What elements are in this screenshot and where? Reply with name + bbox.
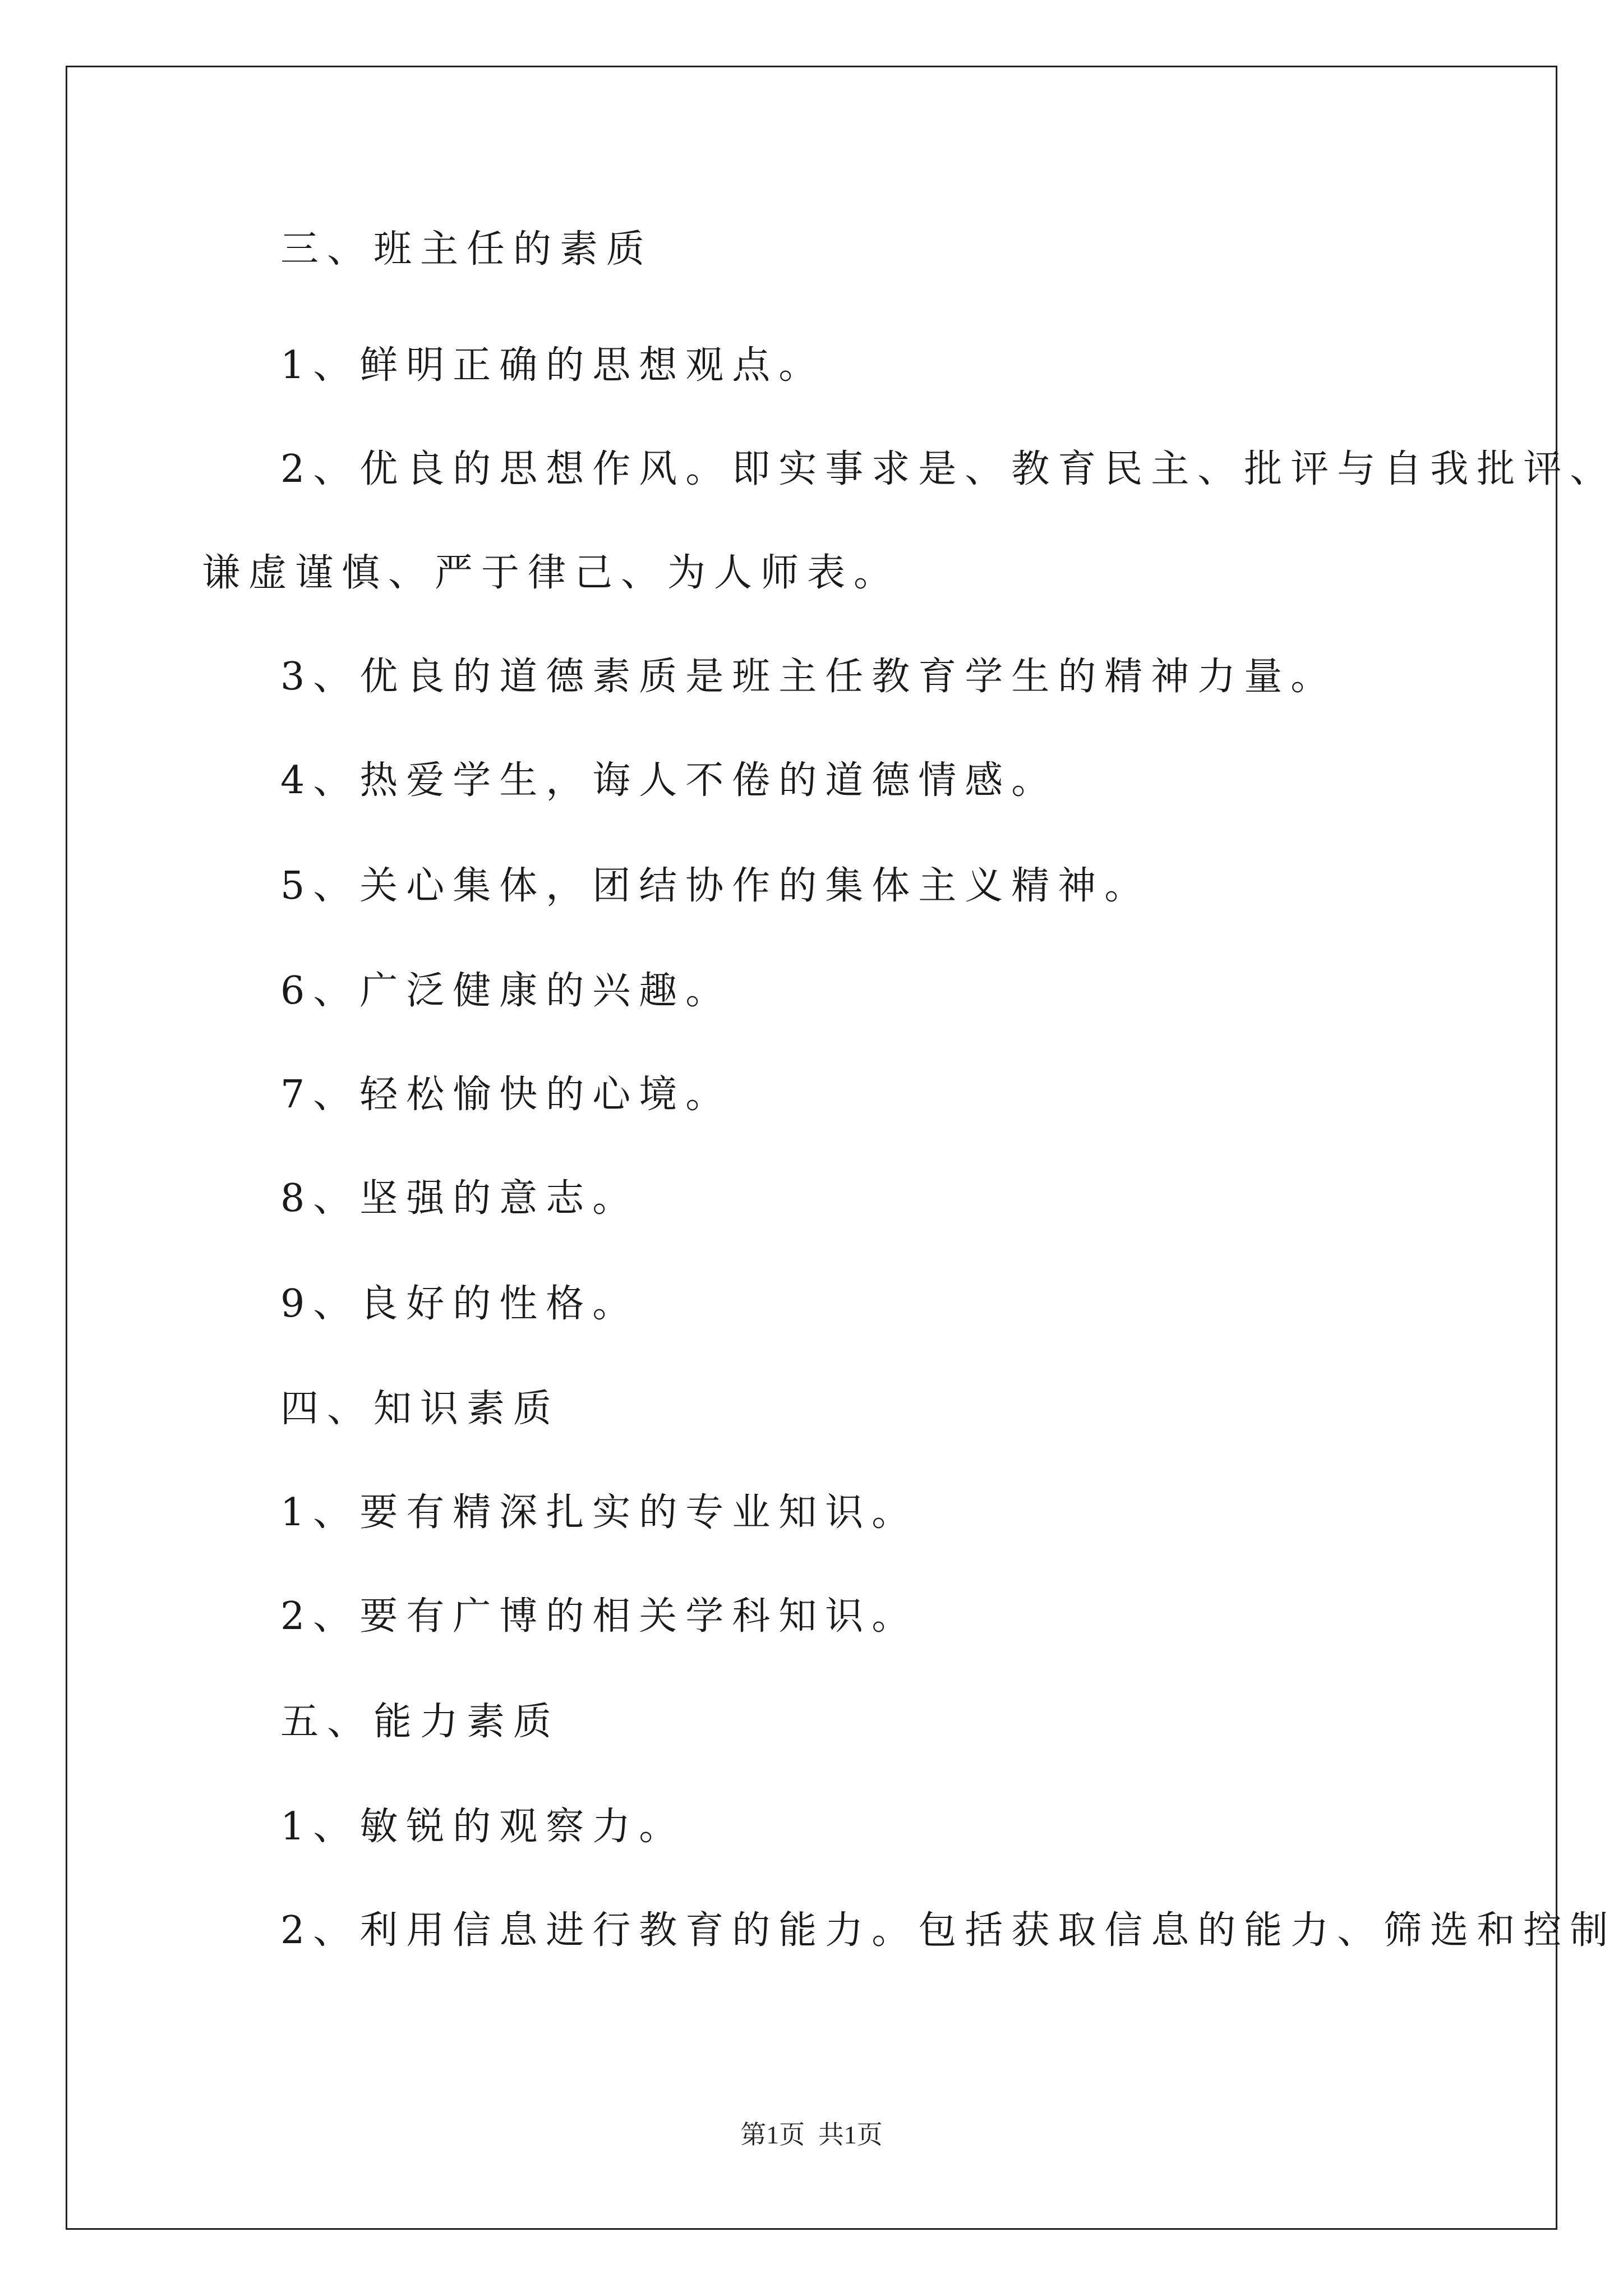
- section-heading-5: 五、能力素质: [280, 1700, 560, 1744]
- list-item: 2、优良的思想作风。即实事求是、教育民主、批评与自我批评、: [280, 447, 1617, 491]
- list-item: 5、关心集体，团结协作的集体主义精神。: [280, 864, 1151, 908]
- list-item: 7、轻松愉快的心境。: [280, 1073, 732, 1117]
- list-item: 8、坚强的意志。: [280, 1176, 639, 1221]
- list-item: 1、鲜明正确的思想观点。: [280, 343, 826, 388]
- section-heading-4: 四、知识素质: [280, 1387, 560, 1431]
- list-item: 1、要有精深扎实的专业知识。: [280, 1490, 919, 1535]
- list-item: 3、优良的道德素质是班主任教育学生的精神力量。: [280, 655, 1338, 699]
- page-total: 共1页: [818, 2120, 883, 2149]
- list-item: 6、广泛健康的兴趣。: [280, 969, 732, 1013]
- list-item: 9、良好的性格。: [280, 1282, 639, 1326]
- list-item-continuation: 谦虚谨慎、严于律己、为人师表。: [202, 551, 901, 595]
- section-heading-3: 三、班主任的素质: [280, 227, 653, 272]
- list-item: 1、敏锐的观察力。: [280, 1805, 686, 1849]
- list-item: 2、要有广博的相关学科知识。: [280, 1594, 919, 1639]
- list-item: 2、利用信息进行教育的能力。包括获取信息的能力、筛选和控制: [280, 1908, 1617, 1953]
- page-footer: [0, 2119, 1623, 2151]
- page-border: [66, 66, 1557, 2230]
- page-number: 第1页: [740, 2120, 805, 2149]
- list-item: 4、热爱学生，诲人不倦的道德情感。: [280, 758, 1058, 803]
